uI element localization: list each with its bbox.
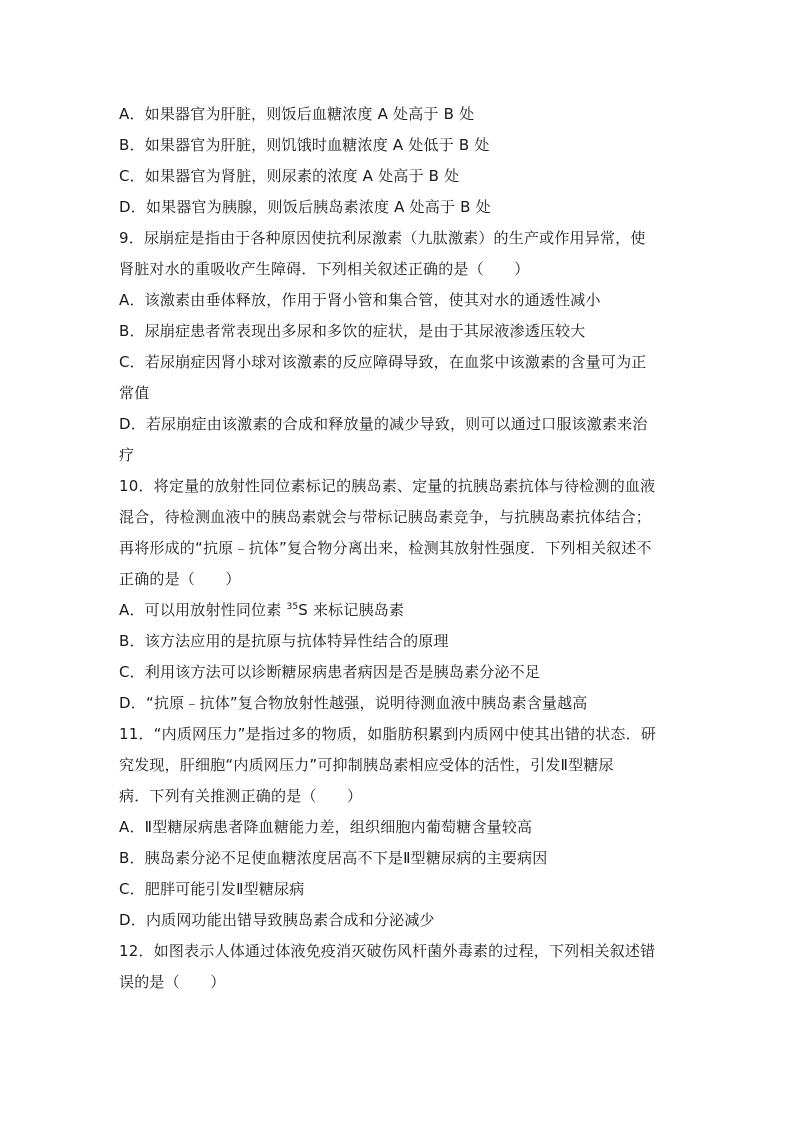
document-page (119, 99, 679, 998)
q9-option-a: A．该激素由垂体释放，作用于肾小管和集合管，使其对水的通透性减小 (119, 291, 601, 309)
q8-option-d: D．如果器官为胰腺，则饭后胰岛素浓度 A 处高于 B 处 (119, 198, 491, 216)
question-12 (119, 936, 679, 998)
q10-option-d: D．“抗原﹣抗体”复合物放射性越强，说明待测血液中胰岛素含量越高 (119, 694, 588, 712)
q9-option-d: D．若尿崩症由该激素的合成和释放量的减少导致，则可以通过口服该激素来治 (119, 415, 648, 433)
q10-stem-line-1: 10．将定量的放射性同位素标记的胰岛素、定量的抗胰岛素抗体与待检测的血液 (119, 477, 656, 495)
q11-stem-line-1: 11．“内质网压力”是指过多的物质，如脂肪积累到内质网中使其出错的状态．研 (119, 725, 657, 743)
q8-option-a: A．如果器官为肝脏，则饭后血糖浓度 A 处高于 B 处 (119, 105, 475, 123)
q9-option-d-cont: 疗 (119, 446, 135, 464)
q11-option-b: B．胰岛素分泌不足使血糖浓度居高不下是Ⅱ型糖尿病的主要病因 (119, 849, 548, 867)
question-11 (119, 719, 679, 936)
q11-option-a: A．Ⅱ型糖尿病患者降血糖能力差，组织细胞内葡萄糖含量较高 (119, 818, 533, 836)
question-8-options (119, 99, 679, 223)
q9-option-b: B．尿崩症患者常表现出多尿和多饮的症状，是由于其尿液渗透压较大 (119, 322, 586, 340)
q8-option-c: C．如果器官为肾脏，则尿素的浓度 A 处高于 B 处 (119, 167, 460, 185)
q9-stem-line-2: 肾脏对水的重吸收产生障碍．下列相关叙述正确的是（ ） (119, 260, 530, 278)
q11-option-c: C．肥胖可能引发Ⅱ型糖尿病 (119, 880, 305, 898)
q11-option-d: D．内质网功能出错导致胰岛素合成和分泌减少 (119, 911, 435, 929)
q9-stem-line-1: 9．尿崩症是指由于各种原因使抗利尿激素（九肽激素）的生产或作用异常，使 (119, 229, 646, 247)
q10-option-b: B．该方法应用的是抗原与抗体特异性结合的原理 (119, 632, 449, 650)
q8-option-b: B．如果器官为肝脏，则饥饿时血糖浓度 A 处低于 B 处 (119, 136, 490, 154)
q11-stem-line-2: 究发现，肝细胞“内质网压力”可抑制胰岛素相应受体的活性，引发Ⅱ型糖尿 (119, 756, 614, 774)
question-10 (119, 471, 679, 719)
q11-stem-line-3: 病．下列有关推测正确的是（ ） (119, 787, 363, 805)
q10-stem-line-3: 再将形成的“抗原﹣抗体”复合物分离出来，检测其放射性强度．下列相关叙述不 (119, 539, 652, 557)
q10-option-a-text-end: S 来标记胰岛素 (298, 601, 405, 619)
isotope-mass-number: 35 (286, 602, 299, 612)
q12-stem-line-1: 12．如图表示人体通过体液免疫消灭破伤风杆菌外毒素的过程，下列相关叙述错 (119, 942, 656, 960)
q9-option-c-cont: 常值 (119, 384, 150, 402)
q10-option-a (119, 595, 679, 626)
q10-option-a-text: A．可以用放射性同位素 (119, 601, 287, 619)
q9-option-c: C．若尿崩症因肾小球对该激素的反应障碍导致，在血浆中该激素的含量可为正 (119, 353, 647, 371)
question-9 (119, 223, 679, 471)
q10-stem-line-2: 混合，待检测血液中的胰岛素就会与带标记胰岛素竞争，与抗胰岛素抗体结合； (119, 508, 652, 526)
q10-option-c: C．利用该方法可以诊断糖尿病患者病因是否是胰岛素分泌不足 (119, 663, 541, 681)
q10-stem-line-4: 正确的是（ ） (119, 570, 241, 588)
q12-stem-line-2: 误的是（ ） (119, 973, 226, 991)
